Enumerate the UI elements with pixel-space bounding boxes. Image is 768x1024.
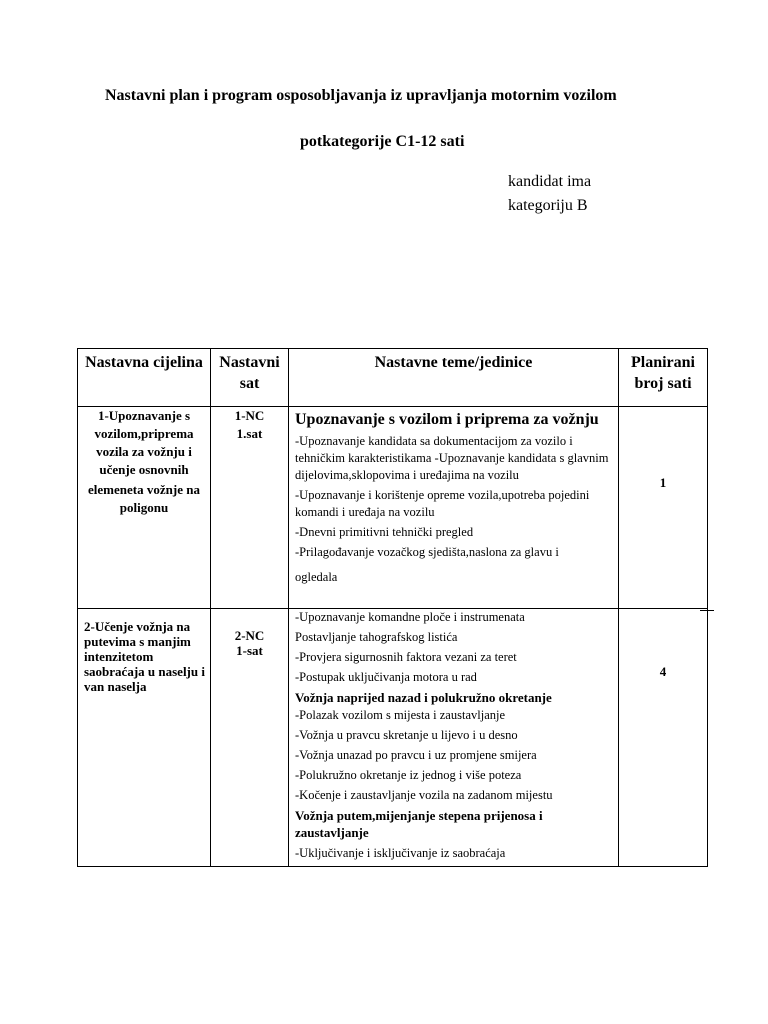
row2-lesson-hour: 1-sat <box>236 643 263 658</box>
list-item: -Postupak uključivanja motora u rad <box>295 670 477 684</box>
candidate-note-line-1: kandidat ima <box>508 173 592 190</box>
row1-hours-cell <box>619 407 708 609</box>
row2-subheading-1: Vožnja naprijed nazad i polukružno okretanje <box>295 690 552 705</box>
divider <box>700 610 714 611</box>
header-unit: Nastavna cijelina <box>78 349 211 407</box>
document-title: Nastavni plan i program osposobljavanja iz upravljanja motornim vozilom <box>105 87 617 104</box>
row2-lesson-code: 2-NC <box>234 628 265 643</box>
row1-unit <box>78 407 211 609</box>
list-item: Postavljanje tahografskog listića <box>295 630 458 644</box>
list-item: -Vožnja unazad po pravcu i uz promjene smijera <box>295 748 537 762</box>
row2-hours: 4 <box>659 664 667 679</box>
list-item: -Prilagođavanje vozačkog sjedišta,naslona za glavu i <box>295 545 559 559</box>
list-item: ogledala <box>295 570 338 584</box>
list-item: -Vožnja u pravcu skretanje u lijevo i u desno <box>295 728 518 742</box>
list-item: -Dnevni primitivni tehnički pregled <box>295 525 474 539</box>
header-hours: Planirani broj sati <box>619 349 708 407</box>
list-item: -Polukružno okretanje iz jednog i više poteza <box>295 768 522 782</box>
row2-topics <box>289 609 619 867</box>
row1-unit-text-b: elemeneta vožnje na poligonu <box>88 482 200 515</box>
row1-topic-heading: Upoznavanje s vozilom i priprema za vožnju <box>295 411 599 428</box>
table-row <box>78 407 708 609</box>
candidate-note <box>508 170 591 218</box>
row1-hours: 1 <box>659 475 667 490</box>
list-item: -Kočenje i zaustavljanje vozila na zadanom mijestu <box>295 788 553 802</box>
table-row <box>78 609 708 867</box>
header-topics: Nastavne teme/jedinice <box>289 349 619 407</box>
row1-lesson <box>211 407 289 609</box>
list-item: -Provjera sigurnosnih faktora vezani za teret <box>295 650 517 664</box>
header-lesson: Nastavni sat <box>211 349 289 407</box>
row1-topics <box>289 407 619 609</box>
row1-unit-text-a: 1-Upoznavanje s vozilom,priprema vozila za vožnju i učenje osnovnih <box>94 408 194 477</box>
curriculum-table <box>77 348 708 867</box>
list-item: -Upoznavanje i korištenje opreme vozila,upotreba pojedini komandi i uređaja na vozilu <box>295 488 590 519</box>
row1-lesson-hour: 1.sat <box>236 426 263 441</box>
list-item: -Upoznavanje kandidata sa dokumentacijom za vozilo i tehničkim karakteristikama -Upoznavanje kandidata s glavnim dijelovima,sklopovima i uređajima na vozilu <box>295 434 609 482</box>
list-item: -Upoznavanje komandne ploče i instrumenata <box>295 610 525 624</box>
list-item: -Uključivanje i isključivanje iz saobraćaja <box>295 846 506 860</box>
row2-lesson <box>211 609 289 867</box>
row1-lesson-code: 1-NC <box>234 408 265 423</box>
document-subtitle: potkategorije C1-12 sati <box>300 133 465 150</box>
row2-unit: 2-Učenje vožnja na putevima s manjim intenzitetom saobraćaja u naselju i van naselja <box>78 609 211 867</box>
row2-subheading-2: Vožnja putem,mijenjanje stepena prijenosa i zaustavljanje <box>295 808 543 840</box>
table-header-row <box>78 349 708 407</box>
row2-hours-cell <box>619 609 708 867</box>
list-item: -Polazak vozilom s mijesta i zaustavljanje <box>295 708 506 722</box>
candidate-note-line-2: kategoriju B <box>508 197 588 214</box>
